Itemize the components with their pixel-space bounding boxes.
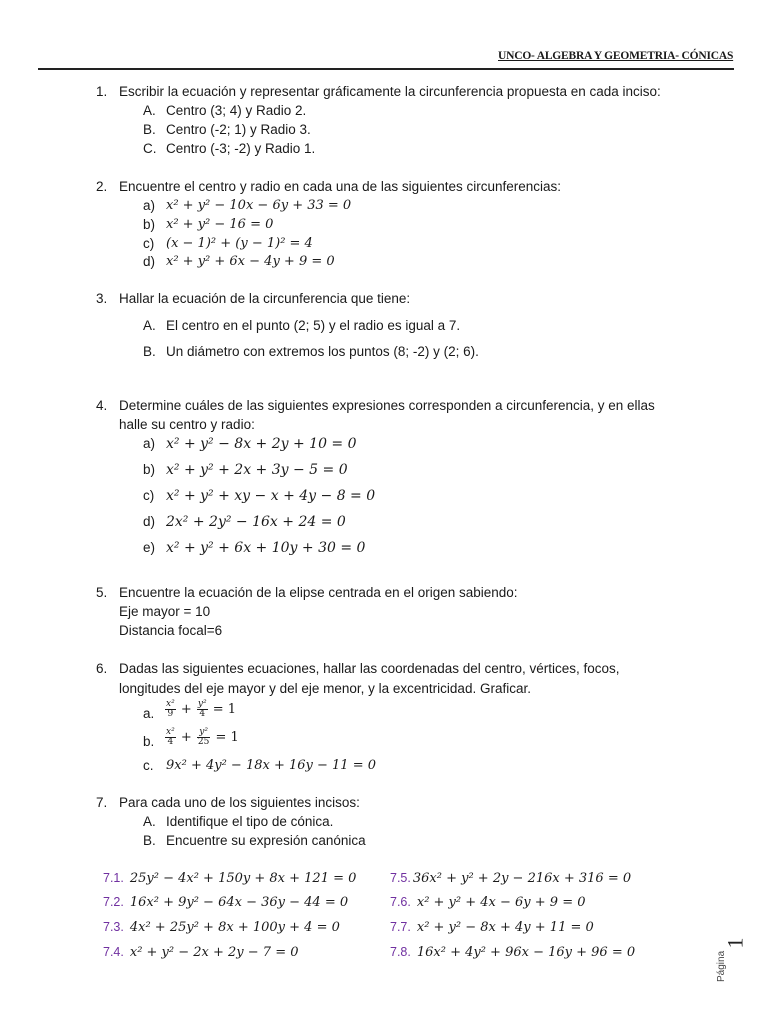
equation: x² + y² − 10x − 6y + 33 = 0 (166, 198, 352, 213)
question-text: Dadas las siguientes ecuaciones, hallar las coordenadas del centro, vértices, focos, (119, 661, 620, 676)
exercise-7-1 (103, 870, 356, 886)
equation: x² + y² + 6x + 10y + 30 = 0 (166, 540, 366, 556)
page-label: Página (716, 950, 727, 982)
equation: x² + y² − 8x + 2y + 10 = 0 (166, 436, 357, 452)
item-label: a) (143, 198, 156, 213)
question-number: 4. (96, 398, 108, 413)
item-text: Centro (-3; -2) y Radio 1. (166, 141, 316, 156)
equation: x² + y² + 6x − 4y + 9 = 0 (166, 254, 335, 269)
fraction-denominator: 4 (199, 709, 206, 719)
item-label: c) (143, 488, 155, 503)
question-number: 7. (96, 795, 108, 810)
equation: 16x² + 4y² + 96x − 16y + 96 = 0 (416, 945, 636, 960)
item-label: b) (143, 462, 156, 477)
equation: x² + y² + xy − x + 4y − 8 = 0 (166, 488, 376, 504)
fraction-denominator: 4 (167, 737, 174, 747)
item-label: a) (143, 436, 156, 451)
equation: 36x² + y² + 2y − 216x + 316 = 0 (412, 871, 632, 886)
equation: x² + y² − 8x + 4y + 11 = 0 (416, 920, 594, 935)
equation-rhs: = 1 (215, 730, 239, 745)
item-text: Encuentre su expresión canónica (166, 833, 366, 848)
exercise-7-8 (390, 944, 635, 960)
item-label: C. (143, 141, 157, 156)
question-text: Hallar la ecuación de la circunferencia que tiene: (119, 291, 411, 306)
equation: $\frac{\text{x²}}{9}$ + $\frac{\text{y²}}{4}$ = 1 (166, 699, 237, 719)
page-footer (716, 930, 756, 990)
question-number: 6. (96, 661, 108, 676)
item-label: A. (143, 318, 156, 333)
item-label: A. (143, 814, 156, 829)
equation: 9x² + 4y² − 18x + 16y − 11 = 0 (166, 758, 376, 773)
exercise-number: 7.7. (390, 920, 411, 934)
equation: x² + y² − 16 = 0 (166, 217, 274, 232)
item-label: b. (143, 734, 155, 749)
exercise-7-3 (103, 919, 340, 935)
fraction-numerator: y² (197, 728, 210, 738)
exercise-number: 7.8. (390, 945, 411, 959)
equation: 2x² + 2y² − 16x + 24 = 0 (166, 514, 346, 530)
question-text: Eje mayor = 10 (119, 604, 211, 619)
item-text: Identifique el tipo de cónica. (166, 814, 334, 829)
item-label: b) (143, 217, 156, 232)
item-label: B. (143, 833, 156, 848)
question-number: 5. (96, 585, 108, 600)
fraction-denominator: 9 (167, 709, 174, 719)
item-text: Un diámetro con extremos los puntos (8; -2) y (2; 6). (166, 344, 479, 359)
question-number: 3. (96, 291, 108, 306)
equation: $\frac{\text{x²}}{4}$ + $\frac{\text{y²}}{25}$ = 1 (166, 727, 239, 747)
exercise-number: 7.5. (390, 871, 411, 885)
equation: 25y² − 4x² + 150y + 8x + 121 = 0 (129, 871, 357, 886)
item-label: d) (143, 254, 156, 269)
equation: x² + y² − 2x + 2y − 7 = 0 (129, 945, 299, 960)
exercise-7-7 (390, 919, 594, 935)
exercise-7-2 (103, 894, 348, 910)
question-text: Encuentre la ecuación de la elipse centrada en el origen sabiendo: (119, 585, 518, 600)
exercise-number: 7.3. (103, 920, 124, 934)
fraction-denominator: 25 (197, 737, 210, 747)
item-label: d) (143, 514, 156, 529)
exercise-number: 7.1. (103, 871, 124, 885)
question-text: Determine cuáles de las siguientes expresiones corresponden a circunferencia, y en ellas (119, 398, 655, 413)
question-text: Para cada uno de los siguientes incisos: (119, 795, 360, 810)
item-label: B. (143, 344, 156, 359)
page-header: UNCO- ALGEBRA Y GEOMETRIA- CÓNICAS (498, 50, 734, 62)
exercise-7-4 (103, 944, 299, 960)
item-text: El centro en el punto (2; 5) y el radio es igual a 7. (166, 318, 461, 333)
equation: x² + y² + 4x − 6y + 9 = 0 (416, 895, 586, 910)
item-text: Centro (-2; 1) y Radio 3. (166, 122, 311, 137)
exercise-number: 7.6. (390, 895, 411, 909)
question-text: longitudes del eje mayor y del eje menor, y la excentricidad. Graficar. (119, 681, 531, 696)
item-label: e) (143, 540, 156, 555)
question-text: halle su centro y radio: (119, 417, 255, 432)
page-number: 1 (722, 937, 748, 949)
item-label: c) (143, 236, 155, 251)
question-text: Escribir la ecuación y representar gráficamente la circunferencia propuesta en cada inciso: (119, 84, 661, 99)
equation: 4x² + 25y² + 8x + 100y + 4 = 0 (129, 920, 340, 935)
header-rule (38, 68, 734, 70)
item-label: B. (143, 122, 156, 137)
fraction-numerator: x² (166, 699, 175, 709)
equation: x² + y² + 2x + 3y − 5 = 0 (166, 462, 348, 478)
exercise-number: 7.2. (103, 895, 124, 909)
question-number: 2. (96, 179, 108, 194)
fraction-numerator: x² (166, 727, 175, 737)
item-text: Centro (3; 4) y Radio 2. (166, 103, 307, 118)
exercise-7-6 (390, 894, 586, 910)
equation-rhs: = 1 (212, 702, 237, 717)
question-number: 1. (96, 84, 108, 99)
question-text: Distancia focal=6 (119, 623, 223, 638)
equation: (x − 1)² + (y − 1)² = 4 (166, 236, 313, 251)
question-text: Encuentre el centro y radio en cada una de las siguientes circunferencias: (119, 179, 562, 194)
item-label: A. (143, 103, 156, 118)
fraction-numerator: y² (197, 699, 207, 709)
equation: 16x² + 9y² − 64x − 36y − 44 = 0 (129, 895, 349, 910)
exercise-7-5 (390, 870, 631, 886)
item-label: c. (143, 758, 154, 773)
item-label: a. (143, 706, 155, 721)
exercise-number: 7.4. (103, 945, 124, 959)
